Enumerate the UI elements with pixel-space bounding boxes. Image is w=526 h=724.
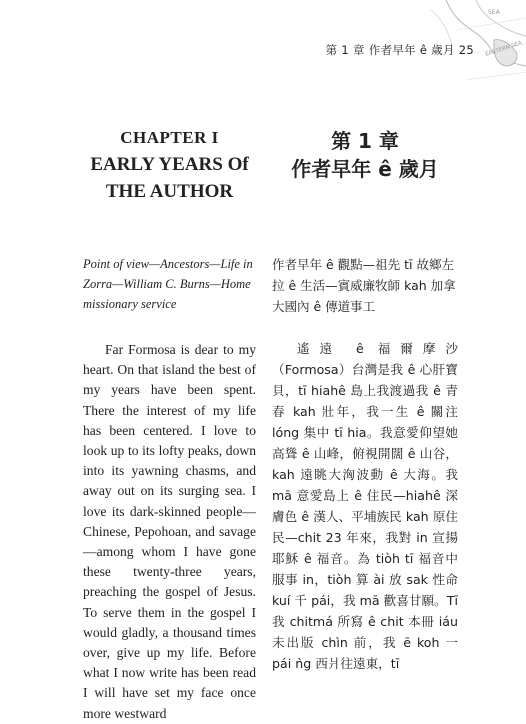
- body-text-english: Far Formosa is dear to my heart. On that island the best of my years have been spent. There the interest of my life has been centered. I love to look up to its lofty peaks, down into its yawning chasms, and away out on its surging sea. I love its dark-skinned people—Chinese, Pepohoan, and savage—among whom I have gone these twenty-three years, preaching the gospel of Jesus. To serve them in the gospel I would gladly, a thousand times over, give up my life. Before what I now write has been read I will have set my face once more westward: [83, 342, 256, 721]
- chapter-label-english: CHAPTER I: [120, 128, 219, 147]
- chapter-summary-english: Point of view—Ancestors—Life in Zorra—William C. Burns—Home missionary service: [83, 257, 253, 311]
- chapter-summary-chinese: 作者早年 ê 觀點—祖先 tī 故鄉左拉 ê 生活—賓威廉牧師 kah 加拿大國內 ê 傳道事工: [272, 257, 456, 314]
- body-text-chinese: 遙遠 ê 福爾摩沙（Formosa）台灣是我 ê 心肝寶貝，tī hiahê 島上我渡過我 ê 青春 kah 壯年，我一生 ê 關注 lóng 集中 tī hia。我意愛仰望她高聳 ê 山峰，俯視開闊 ê 山谷，kah 遠眺大洶波動 ê 大海。我 mā 意愛島上 ê 住民—hiahê 深膚色 ê 漢人、平埔族民 kah 原住民—chit 23 年來，我對 in 宣揚耶穌 ê 福音。為 tiòh tī 福音中服事 in，tiòh 算 ài 放 sak 性命 kuí 千 pái，我 mā 歡喜甘願。Tī 我 chitmá 所寫 ê chit 本冊 iáu 未出版 chìn 前，我 ē koh 一 pái ǹg 西爿往遠東，tī: [272, 341, 458, 671]
- running-head: 第 1 章 作者早年 ê 歲月 25: [325, 43, 474, 57]
- chapter-label-chinese: 第 1 章: [331, 129, 399, 153]
- map-label-sea: SEA: [488, 9, 500, 16]
- chapter-title-chinese: 作者早年 ê 歲月: [291, 157, 439, 181]
- chapter-title-english: EARLY YEARS Of THE AUTHOR: [90, 154, 249, 202]
- map-label-eastern-sea: EASTERN SEA: [484, 40, 523, 58]
